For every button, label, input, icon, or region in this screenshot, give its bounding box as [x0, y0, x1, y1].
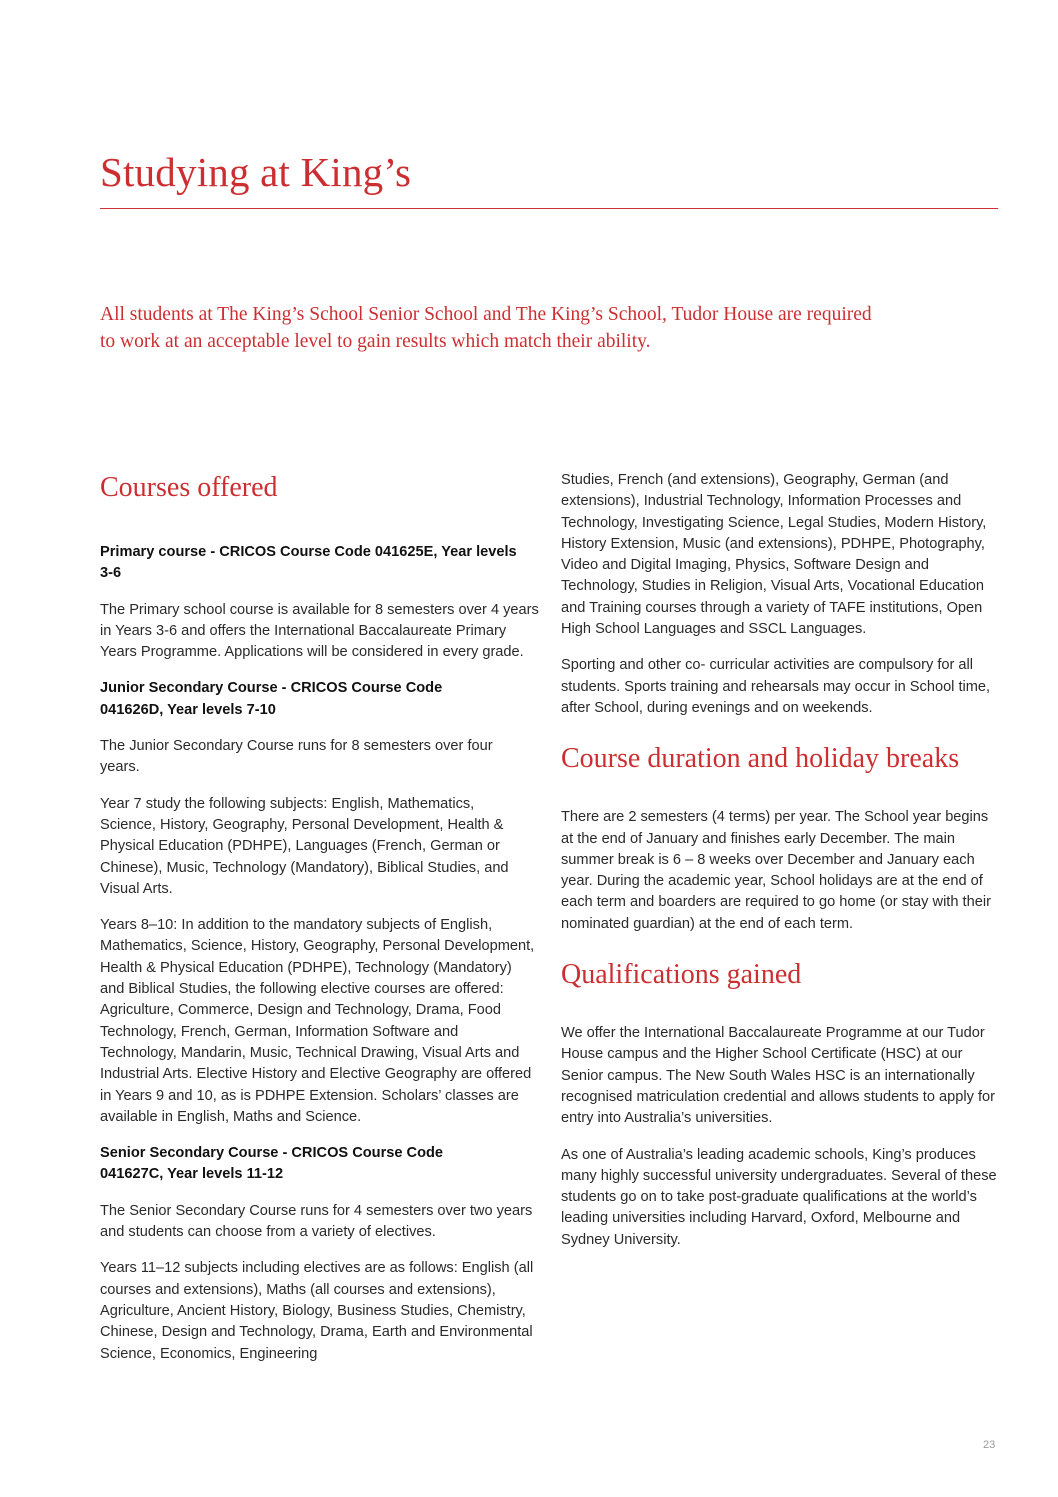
qualifications-paragraph-2: As one of Australia’s leading academic schools, King’s produces many highly successful university undergraduates. Several of these students go on to take post-graduate qualifications at the world’s leading universities including Harvard, Oxford, Melbourne and Sydney University. [561, 1146, 997, 1248]
section-heading-qualifications: Qualifications gained [561, 959, 802, 991]
section-heading-courses-offered: Courses offered [100, 472, 278, 503]
senior-course-description: The Senior Secondary Course runs for 4 semesters over two years and students can choose from a variety of electives. [100, 1202, 533, 1241]
intro-paragraph: All students at The King’s School Senior School and The King’s School, Tudor House are required to work at an acceptable level to gain results which match their ability. [100, 304, 872, 352]
left-column [100, 470, 540, 1365]
course-duration-paragraph: There are 2 semesters (4 terms) per year. The School year begins at the end of January and finishes early December. The main summer break is 6 – 8 weeks over December and January each year. During the academic year, School holidays are at the end of each term and boarders are required to go home (or stay with their nominated guardian) at the end of each term. [561, 809, 991, 932]
year7-subjects: Year 7 study the following subjects: English, Mathematics, Science, History, Geography, Personal Development, Health & Physical Education (PDHPE), Languages (French, German or Chinese), Music, Technology (Mandatory), Biblical Studies, and Visual Arts. [100, 795, 509, 897]
junior-course-description: The Junior Secondary Course runs for 8 semesters over four years. [100, 738, 493, 776]
years11-12-subjects-part2: Studies, French (and extensions), Geography, German (and extensions), Industrial Technology, Information Processes and Technology, Investigating Science, Legal Studies, Modern History, History Extension, Music (and extensions), PDHPE, Photography, Video and Digital Imaging, Physics, Software Design and Technology, Studies in Religion, Visual Arts, Vocational Education and Training courses through a variety of TAFE institutions, Open High School Languages and SSCL Languages. [561, 472, 987, 638]
page-title: Studying at King’s [100, 149, 412, 195]
qualifications-paragraph-1: We offer the International Baccalaureate Programme at our Tudor House campus and the Higher School Certificate (HSC) at our Senior campus. The New South Wales HSC is an internationally recognised matriculation credential and allows students to apply for entry into Australia’s universities. [561, 1025, 996, 1127]
course-heading-junior: Junior Secondary Course - CRICOS Course Code 041626D, Year levels 7-10 [100, 680, 443, 718]
section-heading-course-duration: Course duration and holiday breaks [561, 743, 960, 775]
primary-course-description: The Primary school course is available for 8 semesters over 4 years in Years 3-6 and offers the International Baccalaureate Primary Years Programme. Applications will be considered in every grade. [100, 601, 539, 661]
course-heading-senior: Senior Secondary Course - CRICOS Course Code 041627C, Year levels 11-12 [100, 1145, 444, 1183]
cocurricular-paragraph: Sporting and other co- curricular activities are compulsory for all students. Sports training and rehearsals may occur in School time, after School, during evenings and on weekends. [561, 657, 991, 716]
page-number: 23 [983, 1439, 996, 1451]
right-column [561, 470, 1001, 1251]
years8-10-subjects: Years 8–10: In addition to the mandatory subjects of English, Mathematics, Science, History, Geography, Personal Development, Health & Physical Education (PDHPE), Technology (Mandatory) and Biblical Studies, the following elective courses are offered: Agriculture, Commerce, Design and Technology, Drama, Food Technology, French, German, Information Software and Technology, Mandarin, Music, Technical Drawing, Visual Arts and Industrial Arts. Elective History and Elective Geography are offered in Years 9 and 10, as is PDHPE Extension. Scholars’ classes are available in English, Maths and Science. [100, 917, 535, 1125]
course-heading-primary: Primary course - CRICOS Course Code 041625E, Year levels 3-6 [100, 544, 517, 582]
years11-12-subjects-part1: Years 11–12 subjects including electives are as follows: English (all courses and extensions), Maths (all courses and extensions), Agriculture, Ancient History, Biology, Business Studies, Chemistry, Chinese, Design and Technology, Drama, Earth and Environmental Science, Economics, Engineering [100, 1260, 534, 1362]
title-divider [100, 208, 998, 209]
